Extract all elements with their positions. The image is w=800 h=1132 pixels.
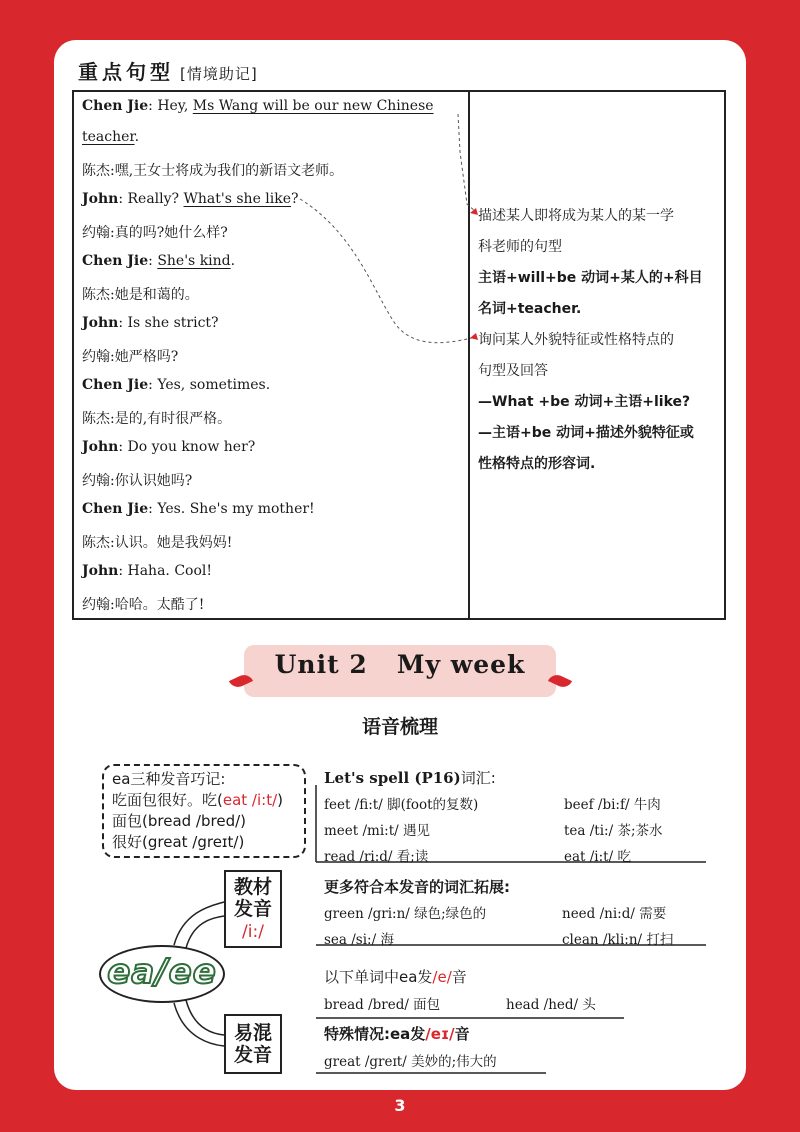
dialogue-translation: 约翰:真的吗?她什么样? <box>82 225 228 241</box>
section-subtitle: [情境助记] <box>180 65 258 83</box>
dialogue-line: John: Is she strict? <box>82 315 219 331</box>
word-item: feet /fi:t/ 脚(foot的复数) <box>324 797 479 813</box>
dialogue-translation: 约翰:她严格吗? <box>82 349 179 365</box>
dialogue-translation: 陈杰:她是和蔼的。 <box>82 287 199 303</box>
word-item: head /hed/ 头 <box>506 997 596 1013</box>
phonics-title: 语音梳理 <box>361 716 438 738</box>
note-line: 询问某人外貌特征或性格特点的 <box>478 332 674 348</box>
dialogue-translation: 约翰:你认识她吗? <box>82 473 193 489</box>
word-item: bread /bred/ 面包 <box>324 997 441 1013</box>
section-title: 重点句型 [情境助记] <box>78 60 258 84</box>
e-sound-header: 以下单词中ea发/e/音 <box>324 968 467 986</box>
dialogue-line: Chen Jie: Hey, Ms Wang will be our new Chinese <box>82 98 434 114</box>
note-line: 主语+will+be 动词+某人的+科目 <box>478 270 703 286</box>
note-line: —主语+be 动词+描述外貌特征或 <box>478 425 694 441</box>
dialogue-line: Chen Jie: Yes. She's my mother! <box>82 501 315 517</box>
word-item: read /ri:d/ 看;读 <box>324 849 429 865</box>
word-item: meet /mi:t/ 遇见 <box>324 823 430 839</box>
note-line: 名词+teacher. <box>478 301 582 317</box>
ea-ee-label: ea/ee <box>107 952 217 992</box>
dialogue-line: Chen Jie: Yes, sometimes. <box>82 377 271 393</box>
dialogue-line: teacher. <box>82 129 140 145</box>
more-header: 更多符合本发音的词汇拓展: <box>324 878 510 896</box>
dialogue-line: John: Do you know her? <box>82 439 256 455</box>
dialogue-translation: 陈杰:嘿,王女士将成为我们的新语文老师。 <box>82 163 344 179</box>
note-line: 描述某人即将成为某人的某一学 <box>478 208 674 224</box>
page-card <box>54 40 746 1090</box>
dialogue-translation: 陈杰:认识。她是我妈妈! <box>82 535 233 551</box>
word-item: great /greɪt/ 美妙的;伟大的 <box>324 1054 497 1070</box>
word-item: need /ni:d/ 需要 <box>562 906 667 922</box>
tip-line: ea三种发音巧记: <box>112 770 226 788</box>
tip-line: 吃面包很好。吃(eat /i:t/) <box>112 791 283 809</box>
word-item: eat /i:t/ 吃 <box>564 849 631 865</box>
dialogue-translation: 陈杰:是的,有时很严格。 <box>82 411 232 427</box>
word-item: tea /ti:/ 茶;茶水 <box>564 823 663 839</box>
spell-header: Let's spell (P16)词汇: <box>324 769 496 787</box>
word-item: beef /bi:f/ 牛肉 <box>564 797 661 813</box>
confusing-label: 易混 发音 <box>233 1022 272 1066</box>
special-header: 特殊情况:ea发/eɪ/音 <box>324 1025 470 1043</box>
word-item: green /gri:n/ 绿色;绿色的 <box>324 906 487 922</box>
unit-title: Unit 2 My week <box>274 650 526 679</box>
tip-line: 很好(great /greɪt/) <box>112 833 245 851</box>
dialogue-translation: 约翰:哈哈。太酷了! <box>82 597 205 613</box>
textbook-label: 教材 发音 /i:/ <box>233 876 272 942</box>
note-line: 句型及回答 <box>478 363 548 379</box>
note-line: —What +be 动词+主语+like? <box>478 394 691 410</box>
word-item: sea /si:/ 海 <box>324 932 394 948</box>
dialogue-line: John: Haha. Cool! <box>82 563 212 579</box>
note-line: 性格特点的形容词. <box>478 456 596 472</box>
page-number: 3 <box>394 1096 406 1115</box>
dialogue-line: Chen Jie: She's kind. <box>82 253 236 269</box>
word-item: clean /kli:n/ 打扫 <box>562 932 674 948</box>
note-line: 科老师的句型 <box>478 239 562 255</box>
tip-line: 面包(bread /bred/) <box>112 812 247 830</box>
dialogue-line: John: Really? What's she like? <box>82 191 299 207</box>
